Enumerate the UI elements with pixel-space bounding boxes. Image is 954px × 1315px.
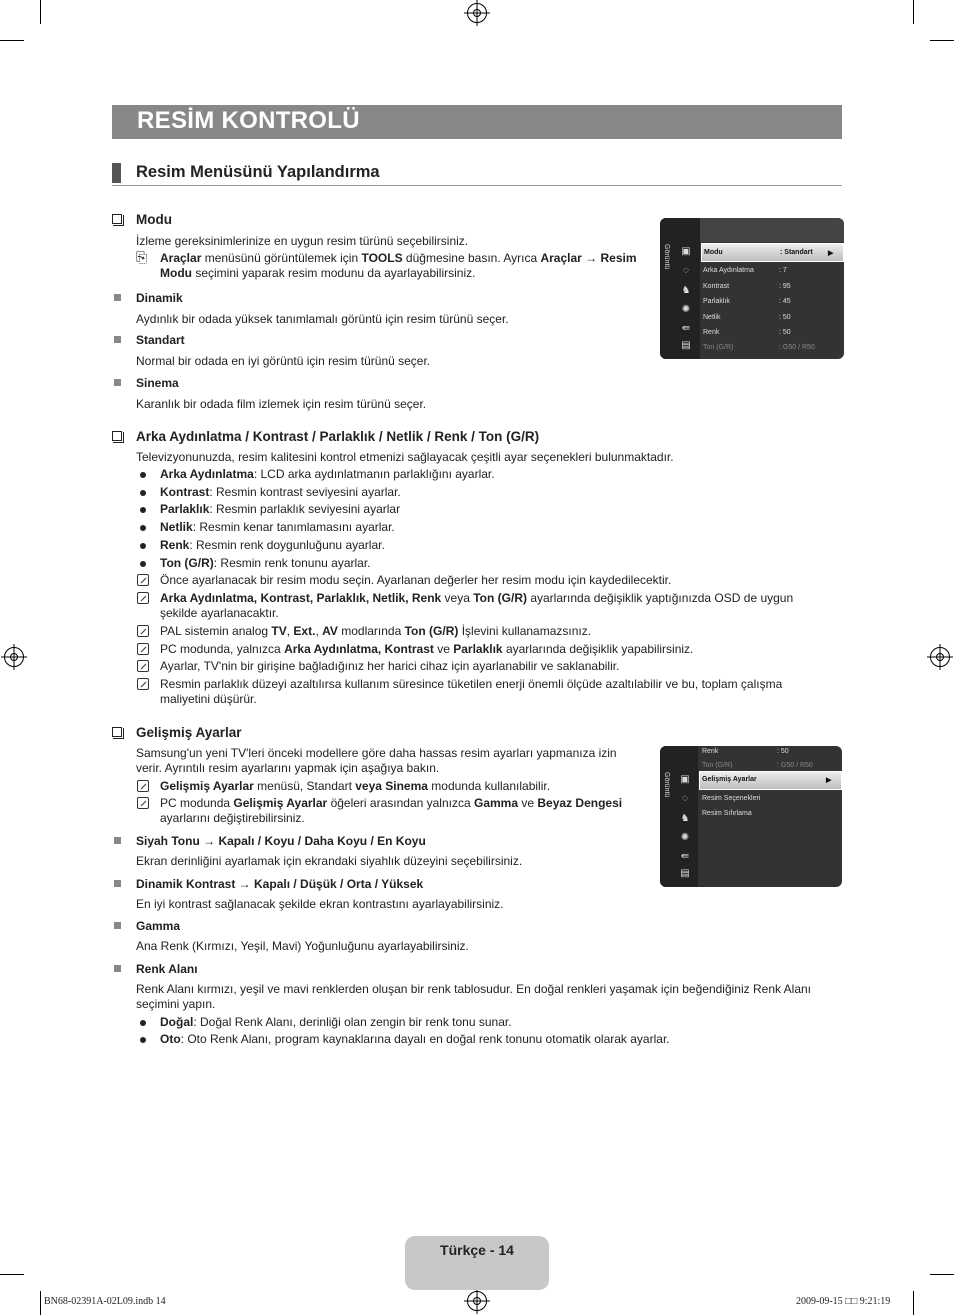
crop-mark	[913, 0, 914, 24]
gelismis-note: Gelişmiş Ayarlar menüsü, Standart veya Sinema modunda kullanılabilir.	[160, 779, 551, 793]
checkbox-bullet-icon	[112, 214, 122, 224]
osd-row-label[interactable]: Ton (G/R)	[702, 762, 733, 769]
registration-mark-icon	[930, 647, 950, 667]
gelismis-item-desc-cont: seçimini yapın.	[136, 997, 216, 1011]
note-icon	[137, 797, 149, 809]
arka-bullet: Netlik: Resmin kenar tanımlamasını ayarlar.	[160, 520, 395, 534]
gelismis-item-desc: Ana Renk (Kırmızı, Yeşil, Mavi) Yoğunluğunu ayarlayabilirsiniz.	[136, 939, 469, 953]
page-number: Türkçe - 14	[440, 1242, 514, 1258]
square-bullet-icon	[114, 336, 121, 343]
picture-icon: ▣	[681, 246, 691, 257]
bullet-icon	[140, 561, 146, 567]
osd-advanced-menu	[660, 746, 842, 887]
gelismis-item-name: Gamma	[136, 919, 181, 933]
note-icon	[137, 643, 149, 655]
checkbox-bullet-icon	[112, 727, 122, 737]
crop-mark	[0, 40, 24, 41]
osd-side-label: Görüntü	[663, 772, 670, 798]
modu-item-name: Standart	[136, 333, 185, 347]
registration-mark-icon	[4, 647, 24, 667]
crop-mark	[40, 1291, 41, 1315]
osd-row-label[interactable]: Netlik	[703, 314, 721, 321]
square-bullet-icon	[114, 294, 121, 301]
bullet-icon	[140, 490, 146, 496]
arka-bullet: Renk: Resmin renk doygunluğunu ayarlar.	[160, 538, 385, 552]
osd-row-value: : Standart	[780, 249, 813, 256]
gelismis-item-name: Siyah Tonu → Kapalı / Koyu / Daha Koyu / En Koyu	[136, 834, 426, 848]
osd-header	[700, 218, 844, 242]
osd-row-label[interactable]: Ton (G/R)	[703, 344, 734, 351]
modu-item-desc: Aydınlık bir odada yüksek tanımlamalı görüntü için resim türünü seçer.	[136, 312, 509, 326]
arrow-right-icon: ▶	[826, 777, 832, 784]
section-marker	[112, 163, 121, 183]
arrow-right-icon: ▶	[828, 250, 834, 257]
note-icon	[137, 625, 149, 637]
osd-row-label[interactable]: Kontrast	[703, 283, 730, 290]
note-icon	[137, 660, 149, 672]
crop-mark	[930, 40, 954, 41]
modu-tip-line1: Araçlar menüsünü görüntülemek için TOOLS düğmesine basın. Ayrıca Araçlar → Resim	[160, 251, 637, 265]
osd-row-value: : 50	[779, 329, 791, 336]
sound-icon: ◌	[682, 793, 688, 804]
gelismis-item-name: Dinamik Kontrast → Kapalı / Düşük / Orta / Yüksek	[136, 877, 424, 891]
osd-row-label[interactable]: Renk	[702, 748, 719, 755]
gelismis-item-desc: Ekran derinliğini ayarlamak için ekrandaki siyahlık düzeyini seçebilirsiniz.	[136, 854, 523, 868]
modu-item-desc: Karanlık bir odada film izlemek için resim türünü seçer.	[136, 397, 427, 411]
crop-mark	[913, 1291, 914, 1315]
gelismis-note: PC modunda Gelişmiş Ayarlar öğeleri arasından yalnızca Gamma ve Beyaz Dengesi	[160, 796, 623, 810]
gelismis-item-desc: Renk Alanı kırmızı, yeşil ve mavi renklerden oluşan bir renk tablosudur. En doğal renkleri yaşamak için beğendiğiniz Renk Alanı	[136, 982, 812, 996]
bullet-icon	[140, 507, 146, 513]
note-icon	[137, 780, 149, 792]
application-icon: ▤	[681, 340, 691, 351]
arka-note: Resmin parlaklık düzeyi azaltılırsa kullanım süresince tüketilen enerji önemli ölçüde azaltılabilir ve bu, toplam çalışma	[160, 677, 783, 691]
modu-desc: İzleme gereksinimlerinize en uygun resim türünü seçebilirsiniz.	[136, 234, 469, 248]
section-title: Resim Menüsünü Yapılandırma	[136, 163, 380, 181]
arka-bullet: Arka Aydınlatma: LCD arka aydınlatmanın parlaklığını ayarlar.	[160, 467, 495, 481]
osd-row-label[interactable]: Renk	[703, 329, 720, 336]
osd-row-label[interactable]: Resim Sıfırlama	[702, 810, 752, 817]
input-icon: ⇚	[680, 851, 690, 862]
arka-note: PC modunda, yalnızca Arka Aydınlatma, Kontrast ve Parlaklık ayarlarında değişiklik yapabilirsiniz.	[160, 642, 694, 656]
modu-item-desc: Normal bir odada en iyi görüntü için resim türünü seçer.	[136, 354, 431, 368]
input-icon: ⇚	[681, 323, 691, 334]
osd-row-label[interactable]: Resim Seçenekleri	[702, 795, 761, 802]
bullet-icon	[140, 472, 146, 478]
registration-mark-icon	[467, 1291, 487, 1311]
osd-row-label[interactable]: Parlaklık	[703, 298, 730, 305]
sound-icon: ◌	[683, 265, 689, 276]
osd-row-label[interactable]: Arka Aydınlatma	[703, 267, 754, 274]
modu-heading: Modu	[136, 212, 172, 227]
osd-row-value: : 95	[779, 283, 791, 290]
gelismis-note-cont: ayarlarını değiştirebilirsiniz.	[160, 811, 305, 825]
setup-icon: ✺	[681, 304, 691, 315]
gelismis-item-desc: En iyi kontrast sağlanacak şekilde ekran kontrastını ayarlayabilirsiniz.	[136, 897, 504, 911]
page-title: RESİM KONTROLÜ	[137, 107, 360, 134]
arka-bullet: Parlaklık: Resmin parlaklık seviyesini ayarlar	[160, 502, 401, 516]
gelismis-desc: verir. Ayrıntılı resim ayarlarını yapmak için aşağıya bakın.	[136, 761, 440, 775]
print-slug-right: 2009-09-15 □□ 9:21:19	[796, 1296, 891, 1307]
tools-icon: ⎘	[136, 249, 148, 265]
application-icon: ▤	[680, 868, 690, 879]
gelismis-heading: Gelişmiş Ayarlar	[136, 725, 242, 740]
modu-item-name: Sinema	[136, 376, 179, 390]
picture-icon: ▣	[680, 774, 690, 785]
note-icon	[137, 574, 149, 586]
osd-row-value: : G50 / R50	[779, 344, 815, 351]
page-number-box	[405, 1236, 549, 1290]
gelismis-desc: Samsung'un yeni TV'leri önceki modellere göre daha hassas resim ayarları yapmanıza izin	[136, 746, 617, 760]
arka-note: Ayarlar, TV'nin bir girişine bağladığınız her harici cihaz için ayarlanabilir ve saklanabilir.	[160, 659, 620, 673]
arka-bullet: Kontrast: Resmin kontrast seviyesini ayarlar.	[160, 485, 401, 499]
bullet-icon	[140, 525, 146, 531]
checkbox-bullet-icon	[112, 431, 122, 441]
arka-note-cont: maliyetini düşürür.	[160, 692, 257, 706]
bullet-icon	[140, 543, 146, 549]
modu-item-name: Dinamik	[136, 291, 183, 305]
note-icon	[137, 592, 149, 604]
print-slug-left: BN68-02391A-02L09.indb 14	[44, 1296, 166, 1307]
crop-mark	[930, 1274, 954, 1275]
setup-icon: ✺	[680, 832, 690, 843]
crop-mark	[40, 0, 41, 24]
registration-mark-icon	[467, 3, 487, 23]
arka-heading: Arka Aydınlatma / Kontrast / Parlaklık / Netlik / Renk / Ton (G/R)	[136, 429, 540, 444]
page-title-bar	[112, 105, 842, 139]
note-icon	[137, 678, 149, 690]
square-bullet-icon	[114, 965, 121, 972]
arka-note: Önce ayarlanacak bir resim modu seçin. Ayarlanan değerler her resim modu için kaydedilecektir.	[160, 573, 672, 587]
bullet-icon	[140, 1037, 146, 1043]
renk-bullet: Oto: Oto Renk Alanı, program kaynaklarına dayalı en doğal renk tonunu otomatik olarak ayarlar.	[160, 1032, 670, 1046]
osd-picture-menu	[660, 218, 844, 359]
channel-icon: ♞	[681, 285, 691, 296]
osd-row-value: : 7	[779, 267, 787, 274]
arka-note: Arka Aydınlatma, Kontrast, Parlaklık, Netlik, Renk veya Ton (G/R) ayarlarında değişiklik yaptığınızda OSD de uygun	[160, 591, 794, 605]
arka-desc: Televizyonunuzda, resim kalitesini kontrol etmenizi sağlayacak çeşitli ayar seçenekleri bulunmaktadır.	[136, 450, 674, 464]
square-bullet-icon	[114, 922, 121, 929]
osd-selected-row[interactable]	[701, 243, 844, 262]
modu-tip-line2: Modu seçimini yaparak resim modunu da ayarlayabilirsiniz.	[160, 266, 476, 280]
square-bullet-icon	[114, 837, 121, 844]
channel-icon: ♞	[680, 813, 690, 824]
osd-row-label: Gelişmiş Ayarlar	[702, 776, 757, 783]
osd-row-value: : 50	[777, 748, 789, 755]
square-bullet-icon	[114, 379, 121, 386]
gelismis-item-name: Renk Alanı	[136, 962, 198, 976]
crop-mark	[0, 1274, 24, 1275]
bullet-icon	[140, 1020, 146, 1026]
arka-note: PAL sistemin analog TV, Ext., AV modlarında Ton (G/R) İşlevini kullanamazsınız.	[160, 624, 592, 638]
renk-bullet: Doğal: Doğal Renk Alanı, derinliği olan zengin bir renk tonu sunar.	[160, 1015, 512, 1029]
section-heading	[112, 160, 842, 186]
osd-row-value: : 50	[779, 314, 791, 321]
arka-note-cont: şekilde ayarlanacaktır.	[160, 606, 279, 620]
osd-row-value: : 45	[779, 298, 791, 305]
osd-selected-row[interactable]	[699, 771, 842, 790]
osd-side-label: Görüntü	[663, 244, 670, 270]
osd-row-value: : G50 / R50	[777, 762, 813, 769]
square-bullet-icon	[114, 880, 121, 887]
osd-row-label: Modu	[704, 249, 723, 256]
arka-bullet: Ton (G/R): Resmin renk tonunu ayarlar.	[160, 556, 371, 570]
